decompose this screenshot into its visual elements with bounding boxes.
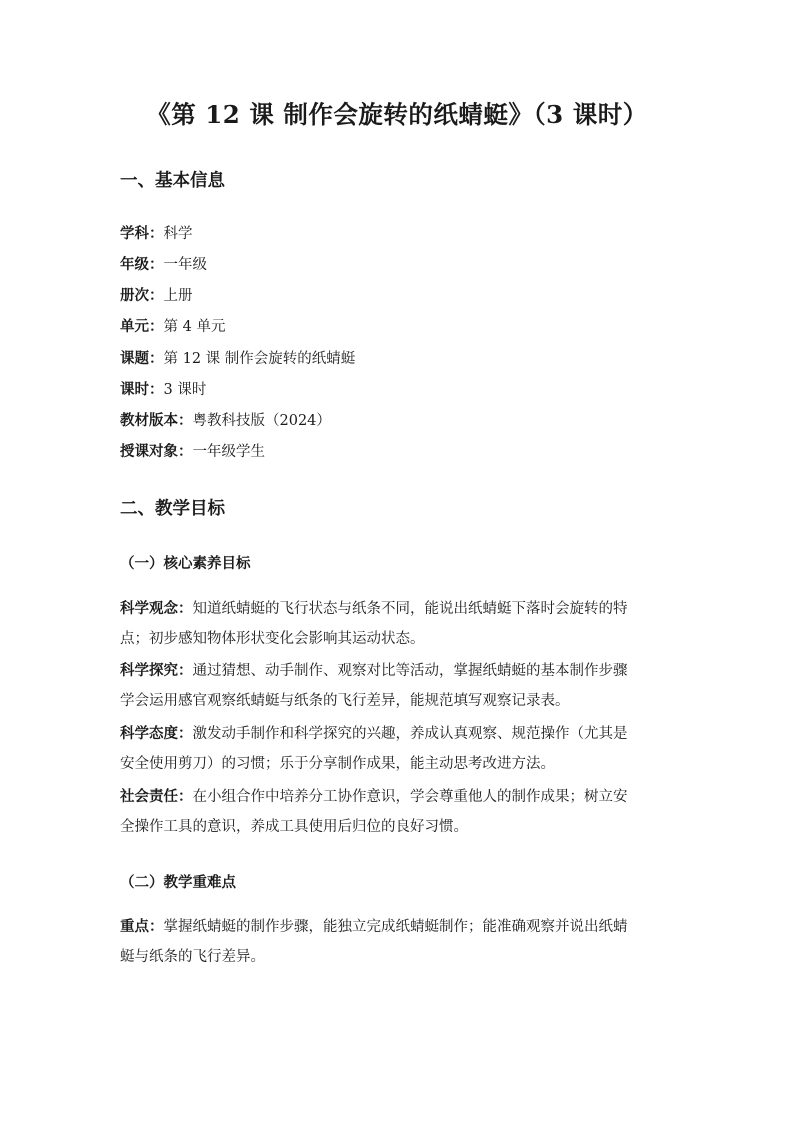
info-row-topic [120,347,355,368]
goal-label: 社会责任 [120,788,178,805]
info-row-unit [120,315,225,336]
info-row-textbook [120,409,331,430]
goal-separator: ： [178,725,193,742]
subsection-heading-core-literacy: （一）核心素养目标 [120,555,251,572]
key-point-paragraph [120,912,680,972]
goal-separator: ： [178,788,193,805]
info-value: 粤教科技版（2024） [192,413,331,429]
paragraph-line-2: 点；初步感知物体形状变化会影响其运动状态。 [120,631,425,647]
info-value: 第 4 单元 [163,319,226,335]
info-value: 第 12 课 制作会旋转的纸蜻蜓 [163,351,356,367]
info-value: 科学 [163,226,193,242]
goal-text: 激发动手制作和科学探究的兴趣，养成认真观察、规范操作（尤其是 [192,726,628,742]
paragraph-line-1 [120,919,628,935]
paragraph-line-1 [120,789,628,805]
goal-text: 在小组合作中培养分工协作意识，学会尊重他人的制作成果；树立安 [192,789,628,805]
info-label: 课时 [120,381,149,398]
key-point-text: 掌握纸蜻蜓的制作步骤，能独立完成纸蜻蜓制作；能准确观察并说出纸蜻 [163,919,628,935]
paragraph-line-2: 安全使用剪刀）的习惯；乐于分享制作成果，能主动思考改进方法。 [120,756,555,772]
paragraph-line-2: 全操作工具的意识，养成工具使用后归位的良好习惯。 [120,819,468,835]
info-label: 单元 [120,318,149,335]
goal-paragraph-science-attitude [120,719,680,779]
section-heading-basic-info: 一、基本信息 [120,171,225,191]
goal-label: 科学观念 [120,600,178,617]
paragraph-line-2: 蜓与纸条的飞行差异。 [120,949,265,965]
document-title: 《第 12 课 制作会旋转的纸蜻蜓》（3 课时） [146,100,648,129]
info-separator: ： [178,412,193,429]
paragraph-line-2: 学会运用感官观察纸蜻蜓与纸条的飞行差异，能规范填写观察记录表。 [120,693,570,709]
goal-paragraph-social-responsibility [120,782,680,842]
info-label: 授课对象 [120,443,178,460]
info-value: 上册 [163,288,193,304]
info-label: 课题 [120,350,149,367]
goal-label: 科学态度 [120,725,178,742]
goal-text: 通过猜想、动手制作、观察对比等活动，掌握纸蜻蜓的基本制作步骤 [192,663,628,679]
info-row-periods [120,378,206,399]
info-separator: ： [149,381,164,398]
info-label: 学科 [120,225,149,242]
info-row-subject [120,222,193,243]
key-point-label: 重点 [120,918,149,935]
goal-paragraph-science-concept [120,594,680,654]
section-heading-teaching-goals: 二、教学目标 [120,499,225,519]
info-separator: ： [149,225,164,242]
key-point-separator: ： [149,918,164,935]
info-label: 教材版本 [120,412,178,429]
info-label: 年级 [120,256,149,273]
info-separator: ： [149,318,164,335]
subsection-heading-key-points: （二）教学重难点 [120,874,236,891]
info-row-volume [120,284,193,305]
info-row-audience [120,440,265,461]
goal-separator: ： [178,600,193,617]
info-separator: ： [149,256,164,273]
info-row-grade [120,253,207,274]
info-separator: ： [178,443,193,460]
info-value: 3 课时 [163,382,207,398]
info-separator: ： [149,350,164,367]
goal-paragraph-science-inquiry [120,656,680,716]
goal-text: 知道纸蜻蜓的飞行状态与纸条不同，能说出纸蜻蜓下落时会旋转的特 [192,601,628,617]
goal-label: 科学探究 [120,662,178,679]
paragraph-line-1 [120,726,628,742]
info-value: 一年级 [163,257,207,273]
paragraph-line-1 [120,663,628,679]
goal-separator: ： [178,662,193,679]
info-label: 册次 [120,287,149,304]
info-separator: ： [149,287,164,304]
info-value: 一年级学生 [192,444,265,460]
paragraph-line-1 [120,601,628,617]
